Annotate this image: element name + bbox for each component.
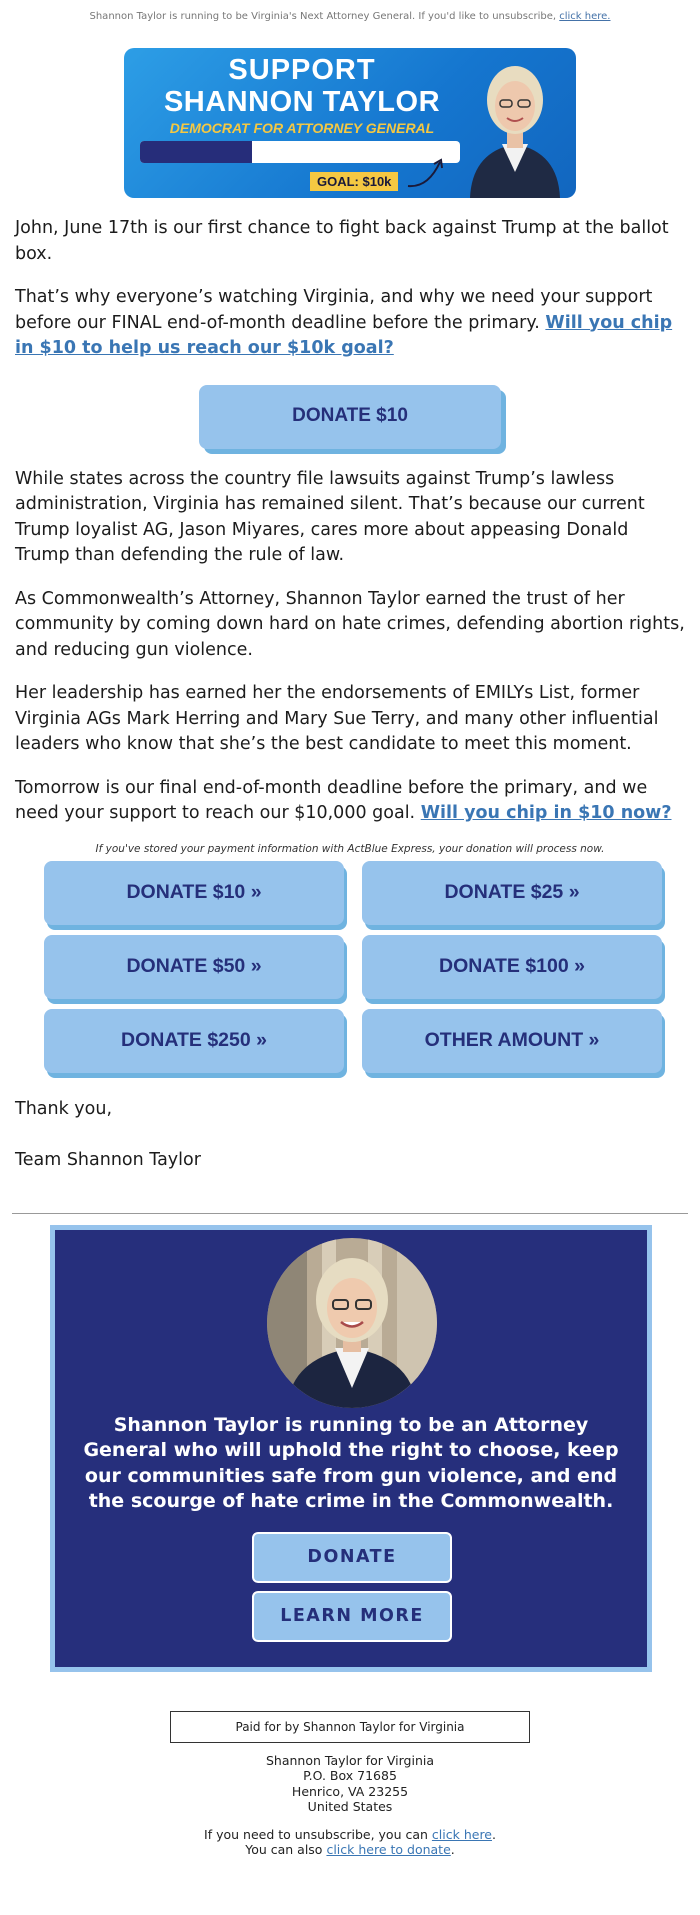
- period: .: [492, 1826, 496, 1842]
- donate-text: You can also: [245, 1842, 323, 1857]
- bio-panel: [50, 1225, 652, 1672]
- curved-arrow-icon: [406, 156, 446, 192]
- mailing-address: [0, 1753, 700, 1815]
- paragraph-lawsuits: While states across the country file lawsuits against Trump’s lawless administration, Virginia has remained silent. That’s because our current Trump loyalist AG, Jason Miyares, cares more about appeasing Donald Trump than defending the rule of law.: [15, 468, 645, 565]
- signoff-team: Team Shannon Taylor: [15, 1149, 201, 1170]
- email-body-continued: [0, 467, 700, 827]
- donate-25-button[interactable]: DONATE $25 »: [362, 861, 662, 925]
- other-amount-button[interactable]: OTHER AMOUNT »: [362, 1009, 662, 1073]
- unsubscribe-line: [0, 1827, 700, 1843]
- paragraph-virginia-text: That’s why everyone’s watching Virginia, and why we need your support before our FINAL end-of-month deadline before the primary.: [15, 287, 653, 333]
- paragraph-intro: John, June 17th is our first chance to fight back against Trump at the ballot box.: [15, 218, 669, 264]
- address-line: P.O. Box 71685: [303, 1768, 397, 1783]
- bio-text: Shannon Taylor is running to be an Attorney General who will uphold the right to choose, keep our communities safe from gun violence, and end the scourge of hate crime in the Commonwealth.: [83, 1413, 619, 1512]
- banner-subtitle-text: DEMOCRAT FOR ATTORNEY GENERAL: [169, 120, 435, 136]
- donate-250-button[interactable]: DONATE $250 »: [44, 1009, 344, 1073]
- preheader: [0, 0, 700, 34]
- period: .: [450, 1842, 455, 1857]
- header-banner[interactable]: [124, 48, 576, 198]
- divider: [12, 1213, 688, 1214]
- donate-50-button[interactable]: DONATE $50 »: [44, 935, 344, 999]
- banner-goal-badge: GOAL: $10k: [310, 172, 398, 191]
- banner-progress-fill: [140, 141, 252, 163]
- unsubscribe-text: If you need to unsubscribe, you can: [204, 1826, 428, 1842]
- footer-links: [0, 1827, 700, 1858]
- banner-name-text: SHANNON TAYLOR: [163, 86, 441, 118]
- footer-donate-link[interactable]: click here to donate: [326, 1842, 451, 1857]
- portrait-image: [267, 1238, 437, 1408]
- donate-100-button[interactable]: DONATE $100 »: [362, 935, 662, 999]
- address-line: United States: [307, 1799, 393, 1814]
- paragraph-virginia: [15, 285, 685, 362]
- candidate-portrait: [267, 1238, 437, 1408]
- bio-donate-button[interactable]: DONATE: [252, 1532, 452, 1583]
- candidate-photo: [460, 52, 570, 198]
- donate-10-button[interactable]: DONATE $10 »: [44, 861, 344, 925]
- preheader-text: Shannon Taylor is running to be Virginia's Next Attorney General. If you'd like to unsubscribe,: [89, 11, 557, 22]
- donate-button-grid: [40, 861, 660, 1073]
- paragraph-deadline: [15, 776, 685, 827]
- paragraph-endorsements: Her leadership has earned her the endorsements of EMILYs List, former Virginia AGs Mark Herring and Mary Sue Terry, and many other influential leaders who know that she’s the best candidate to meet this moment.: [15, 683, 659, 754]
- actblue-note: If you've stored your payment information with ActBlue Express, your donation will process now.: [95, 842, 605, 855]
- paragraph-commonwealth: As Commonwealth’s Attorney, Shannon Taylor earned the trust of her community by coming down hard on hate crimes, defending abortion rights, and reducing gun violence.: [15, 588, 685, 660]
- donate-line: [0, 1842, 700, 1858]
- paid-for-box: Paid for by Shannon Taylor for Virginia: [170, 1711, 530, 1743]
- signoff: [0, 1097, 700, 1173]
- bio-learn-more-button[interactable]: LEARN MORE: [252, 1591, 452, 1642]
- chip-in-goal-link[interactable]: Will you chip in $10 to help us reach our $10k goal?: [15, 312, 673, 358]
- banner-support-text: SUPPORT: [228, 54, 376, 86]
- email-body: [0, 216, 700, 362]
- paragraph-deadline-text: Tomorrow is our final end-of-month deadline before the primary, and we need your support to reach our $10,000 goal.: [15, 777, 648, 823]
- chip-in-now-link[interactable]: Will you chip in $10 now?: [420, 803, 672, 823]
- signoff-thanks: Thank you,: [15, 1098, 113, 1119]
- preheader-unsubscribe-link[interactable]: click here.: [559, 11, 611, 22]
- address-line: Henrico, VA 23255: [291, 1783, 409, 1799]
- footer-unsubscribe-link[interactable]: click here: [431, 1826, 492, 1842]
- donate-10-button-main[interactable]: DONATE $10: [199, 385, 501, 449]
- address-line: Shannon Taylor for Virginia: [265, 1752, 435, 1768]
